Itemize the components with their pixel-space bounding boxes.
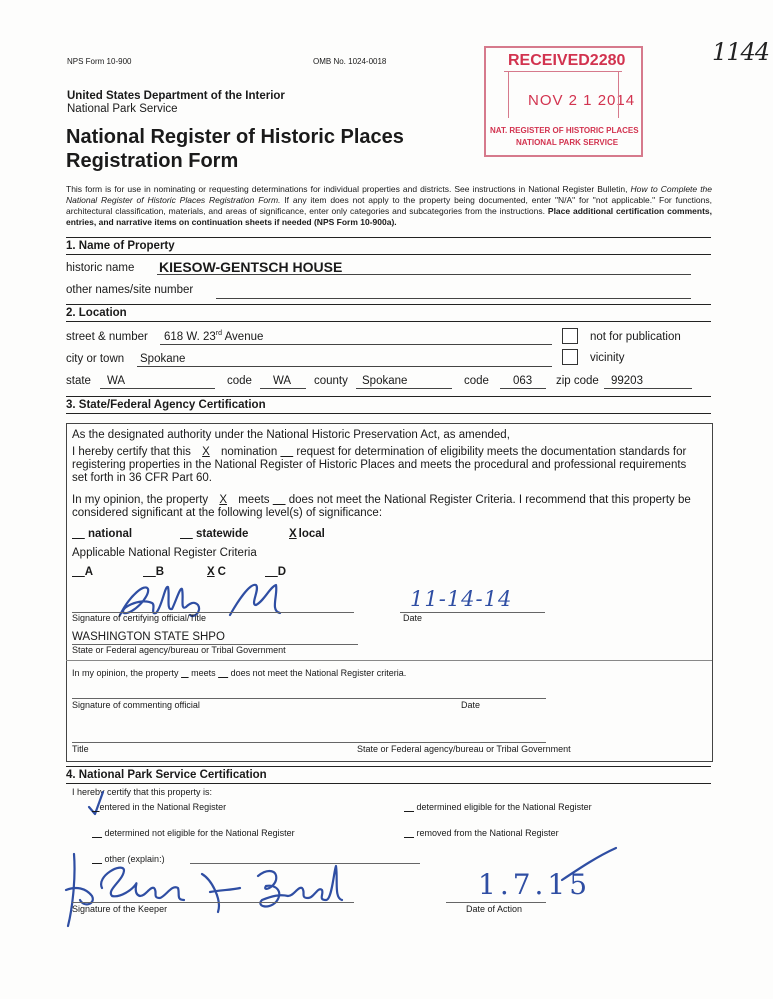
street-value: 618 W. 23rd Avenue bbox=[164, 330, 264, 343]
state-code-value: WA bbox=[273, 375, 292, 387]
county-code-line bbox=[500, 388, 546, 389]
stamp-received: RECEIVED2280 bbox=[508, 52, 626, 69]
stamp-nps: NATIONAL PARK SERVICE bbox=[516, 138, 619, 147]
entered-option: entered in the National Register bbox=[99, 802, 227, 812]
page-title-line2: Registration Form bbox=[66, 150, 239, 172]
action-date-flourish bbox=[560, 846, 620, 886]
stamp-register: NAT. REGISTER OF HISTORIC PLACES bbox=[490, 126, 639, 135]
title-agency-label: State or Federal agency/bureau or Tribal Government bbox=[357, 744, 571, 754]
city-label: city or town bbox=[66, 353, 125, 365]
street-label: street & number bbox=[66, 331, 148, 343]
agency-name: National Park Service bbox=[67, 103, 178, 115]
keeper-label: Signature of the Keeper bbox=[72, 904, 168, 914]
section2-heading: 2. Location bbox=[66, 304, 711, 322]
state-value: WA bbox=[107, 375, 126, 387]
criteria-b: B bbox=[155, 566, 165, 578]
other-names-line bbox=[216, 298, 691, 299]
not-for-publication-label: not for publication bbox=[590, 331, 681, 343]
instructions-paragraph bbox=[66, 184, 712, 228]
level-statewide: statewide bbox=[195, 528, 249, 540]
keeper-signature-line bbox=[72, 902, 354, 903]
city-line bbox=[137, 366, 552, 367]
vicinity-checkbox[interactable] bbox=[562, 349, 578, 365]
removed-option: removed from the National Register bbox=[416, 828, 559, 838]
certify-paragraph: I hereby certify that this X nomination request for determination of eligibility meets the documentation standards for registering properties in the National Register of Historic Places and meets the procedural and professional requirements set forth in 36 CFR Part 60. bbox=[72, 446, 687, 484]
date-label: Date bbox=[403, 613, 423, 623]
zip-label: zip code bbox=[556, 375, 599, 387]
section4-heading: 4. National Park Service Certification bbox=[66, 766, 711, 784]
commenting-signature-line bbox=[72, 698, 546, 699]
state-line bbox=[100, 388, 215, 389]
page-title-line1: National Register of Historic Places bbox=[66, 126, 404, 148]
state-label: state bbox=[66, 375, 91, 387]
level-local: X local bbox=[289, 528, 325, 540]
agency-label: State or Federal agency/bureau or Tribal Government bbox=[72, 645, 286, 655]
historic-name-label: historic name bbox=[66, 262, 135, 274]
historic-name-line bbox=[157, 274, 691, 275]
instructions-text2: If any item does not apply to the property being documented, enter "N/A" for "not applicable." For functions, architectural classification, materials, and areas of significance, enter only categories and subcategories from the instructions. bbox=[66, 195, 712, 216]
county-label: county bbox=[314, 375, 348, 387]
county-line bbox=[356, 388, 452, 389]
county-value: Spokane bbox=[362, 375, 408, 387]
agency-value: WASHINGTON STATE SHPO bbox=[72, 631, 225, 643]
omb-number: OMB No. 1024-0018 bbox=[313, 57, 387, 66]
instructions-text1: This form is for use in nominating or requesting determinations for individual properties and districts. See instructions in National Register Bulletin, bbox=[66, 184, 631, 194]
comment-opinion: In my opinion, the property meets does not meet the National Register criteria. bbox=[72, 668, 407, 678]
city-value: Spokane bbox=[140, 353, 186, 365]
criteria-c: X C bbox=[207, 566, 226, 578]
comment-divider bbox=[66, 660, 712, 661]
action-date-line bbox=[446, 902, 546, 903]
state-code-label: code bbox=[227, 375, 252, 387]
criteria-d: D bbox=[277, 566, 287, 578]
eligible-option: determined eligible for the National Register bbox=[416, 802, 592, 812]
county-code-value: 063 bbox=[513, 375, 533, 387]
nomination-mark: X bbox=[202, 446, 210, 458]
vicinity-label: vicinity bbox=[590, 352, 625, 364]
signed-date: 11-14-14 bbox=[410, 587, 513, 611]
state-code-line bbox=[260, 388, 306, 389]
action-date-value: 1.7.15 bbox=[478, 868, 592, 901]
handwritten-page-number: 1144 bbox=[712, 38, 770, 66]
zip-value: 99203 bbox=[611, 375, 643, 387]
opinion-paragraph: In my opinion, the property X meets does not meet the National Register Criteria. I recommend that this property be considered significant at the following level(s) of significance: bbox=[72, 494, 691, 519]
authority-text: As the designated authority under the National Historic Preservation Act, as amended, bbox=[72, 429, 510, 441]
criteria-label: Applicable National Register Criteria bbox=[72, 547, 257, 559]
instructions-italic: How to Complete the National Register of Historic Places Registration Form. bbox=[66, 184, 713, 205]
title-line bbox=[72, 742, 546, 743]
zip-line bbox=[604, 388, 692, 389]
meets-mark: X bbox=[219, 494, 228, 506]
commenting-signature-label: Signature of commenting official bbox=[72, 700, 200, 710]
instructions-bold: Place additional certification comments, entries, and narrative items on continuation sheets if needed (NPS Form 10-900a). bbox=[66, 206, 712, 227]
section1-heading: 1. Name of Property bbox=[66, 237, 711, 255]
not-for-publication-checkbox[interactable] bbox=[562, 328, 578, 344]
received-stamp bbox=[484, 46, 643, 157]
not-eligible-option: determined not eligible for the National Register bbox=[104, 828, 295, 838]
form-number: NPS Form 10-900 bbox=[67, 57, 132, 66]
stamp-date: NOV 2 1 2014 bbox=[528, 92, 636, 109]
level-national: national bbox=[87, 528, 133, 540]
historic-name-value: KIESOW-GENTSCH HOUSE bbox=[159, 259, 343, 275]
keeper-signature bbox=[62, 840, 362, 930]
other-option: other (explain:) bbox=[104, 854, 165, 864]
title-label: Title bbox=[72, 744, 89, 754]
action-date-label: Date of Action bbox=[466, 904, 523, 914]
criteria-a: A bbox=[84, 566, 94, 578]
commenting-date-label: Date bbox=[461, 700, 481, 710]
signature-label: Signature of certifying official/Title bbox=[72, 613, 207, 623]
nps-certify-text: I hereby certify that this property is: bbox=[72, 787, 213, 797]
section3-heading: 3. State/Federal Agency Certification bbox=[66, 396, 711, 414]
county-code-label: code bbox=[464, 375, 489, 387]
street-line bbox=[160, 344, 552, 345]
department-name: United States Department of the Interior bbox=[67, 90, 285, 102]
other-names-label: other names/site number bbox=[66, 284, 194, 296]
